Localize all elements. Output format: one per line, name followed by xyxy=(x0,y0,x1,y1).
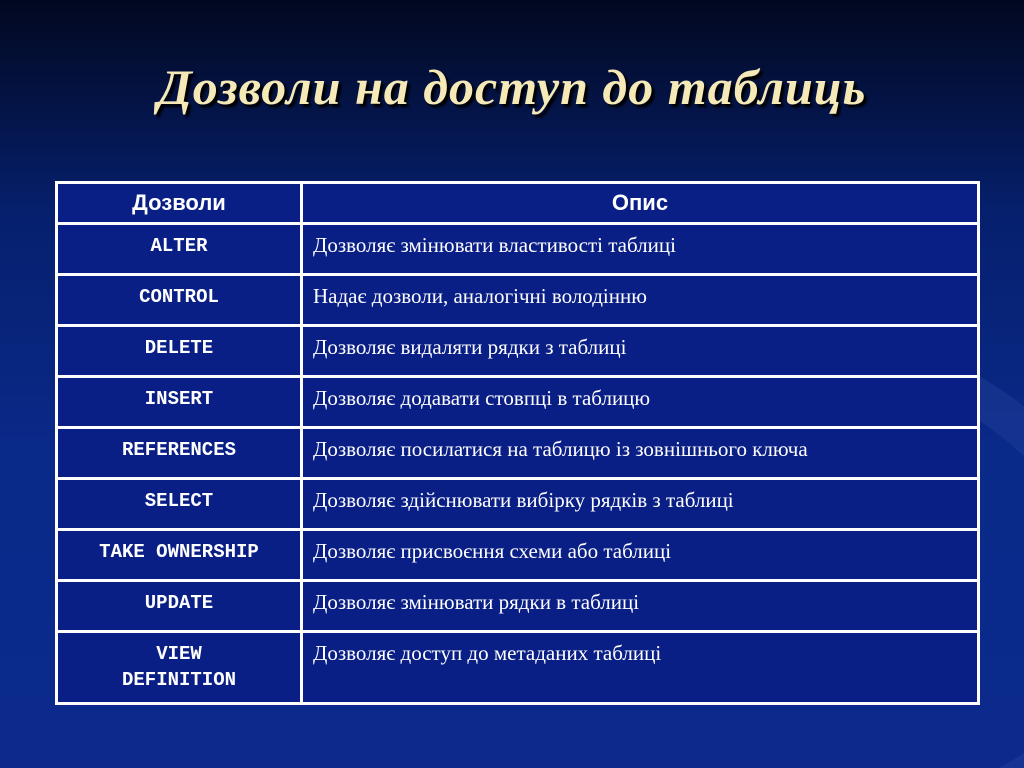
description-cell: Дозволяє присвоєння схеми або таблиці xyxy=(302,530,979,581)
permission-cell: SELECT xyxy=(57,479,302,530)
permission-cell: DELETE xyxy=(57,326,302,377)
description-cell: Дозволяє доступ до метаданих таблиці xyxy=(302,632,979,704)
permission-cell: INSERT xyxy=(57,377,302,428)
table-row xyxy=(57,632,979,704)
permission-cell: VIEW DEFINITION xyxy=(57,632,302,704)
description-cell: Дозволяє здійснювати вибірку рядків з таблиці xyxy=(302,479,979,530)
table-row xyxy=(57,581,979,632)
description-cell: Надає дозволи, аналогічні володінню xyxy=(302,275,979,326)
description-cell: Дозволяє змінювати властивості таблиці xyxy=(302,224,979,275)
table-row xyxy=(57,530,979,581)
permission-cell: UPDATE xyxy=(57,581,302,632)
permission-cell: ALTER xyxy=(57,224,302,275)
table-row xyxy=(57,479,979,530)
permission-cell: REFERENCES xyxy=(57,428,302,479)
header-permissions: Дозволи xyxy=(57,183,302,224)
table-row xyxy=(57,275,979,326)
permissions-table xyxy=(55,181,980,705)
slide-title: Дозволи на доступ до таблиць xyxy=(157,59,867,115)
permission-cell: TAKE OWNERSHIP xyxy=(57,530,302,581)
table-row xyxy=(57,326,979,377)
table-row xyxy=(57,377,979,428)
header-description: Опис xyxy=(302,183,979,224)
description-cell: Дозволяє видаляти рядки з таблиці xyxy=(302,326,979,377)
permission-cell: CONTROL xyxy=(57,275,302,326)
table-header-row xyxy=(57,183,979,224)
description-cell: Дозволяє змінювати рядки в таблиці xyxy=(302,581,979,632)
description-cell: Дозволяє додавати стовпці в таблицю xyxy=(302,377,979,428)
description-cell: Дозволяє посилатися на таблицю із зовнішнього ключа xyxy=(302,428,979,479)
table-row xyxy=(57,428,979,479)
table-row xyxy=(57,224,979,275)
